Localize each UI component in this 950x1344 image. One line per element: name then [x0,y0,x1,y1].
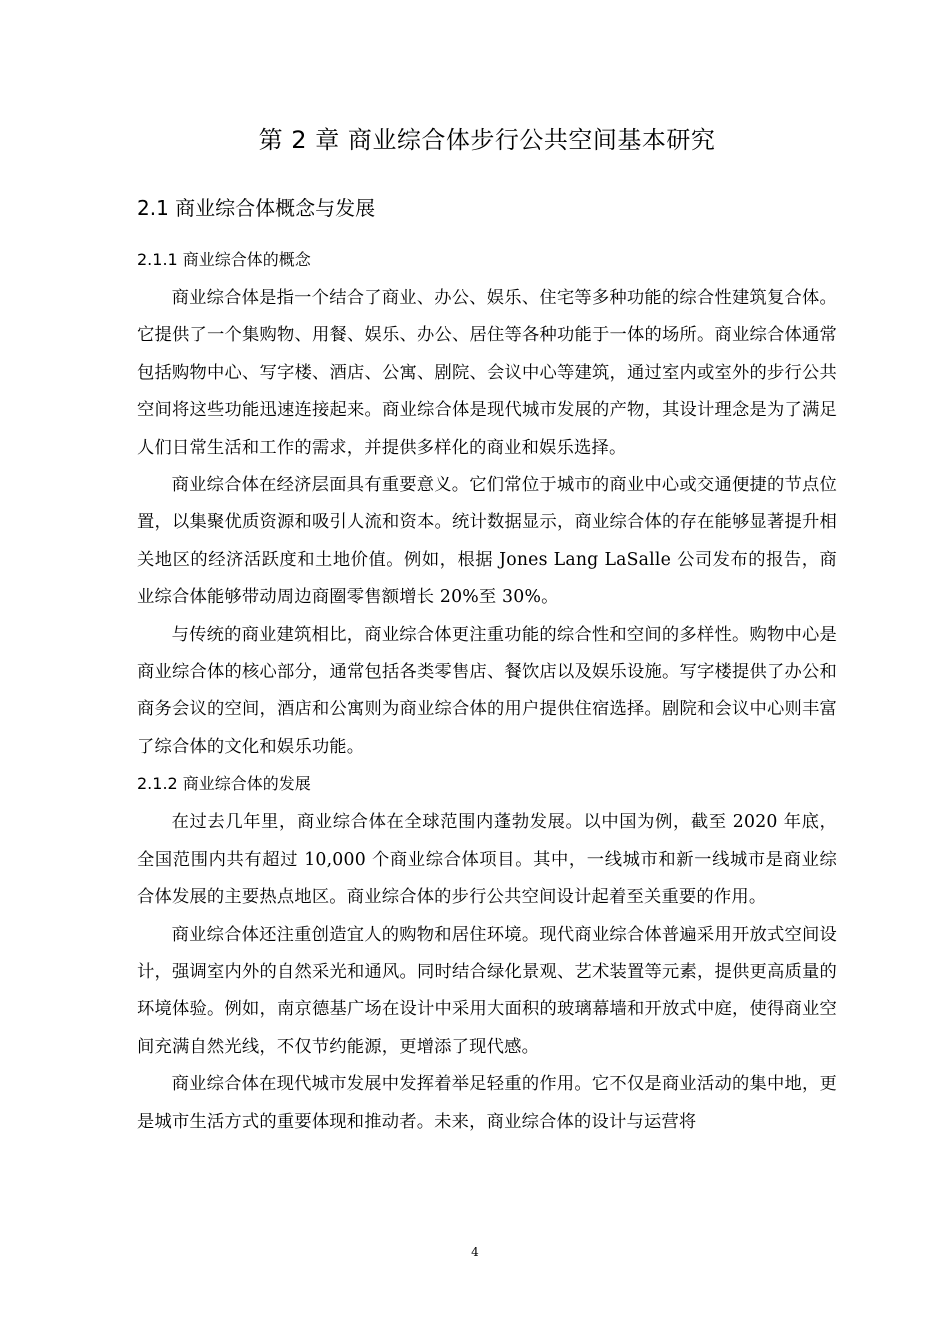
subsection-title-development: 2.1.2 商业综合体的发展 [137,774,311,794]
chapter-title: 第 2 章 商业综合体步行公共空间基本研究 [258,126,716,154]
page-content [137,118,837,1141]
paragraph: 商业综合体在现代城市发展中发挥着举足轻重的作用。它不仅是商业活动的集中地，更是城市生活方式的重要体现和推动者。未来，商业综合体的设计与运营将 [137,1074,837,1132]
page-number: 4 [471,1245,479,1259]
paragraph: 商业综合体还注重创造宜人的购物和居住环境。现代商业综合体普遍采用开放式空间设计，强调室内外的自然采光和通风。同时结合绿化景观、艺术装置等元素，提供更高质量的环境体验。例如，南京德基广场在设计中采用大面积的玻璃幕墙和开放式中庭，使得商业空间充满自然光线，不仅节约能源，更增添了现代感。 [137,924,837,1057]
paragraph: 与传统的商业建筑相比，商业综合体更注重功能的综合性和空间的多样性。购物中心是商业综合体的核心部分，通常包括各类零售店、餐饮店以及娱乐设施。写字楼提供了办公和商务会议的空间，酒店和公寓则为商业综合体的用户提供住宿选择。剧院和会议中心则丰富了综合体的文化和娱乐功能。 [137,624,837,757]
section-title: 2.1 商业综合体概念与发展 [137,196,376,220]
paragraph: 商业综合体在经济层面具有重要意义。它们常位于城市的商业中心或交通便捷的节点位置，以集聚优质资源和吸引人流和资本。统计数据显示，商业综合体的存在能够显著提升相关地区的经济活跃度和土地价值。例如，根据 Jones Lang LaSalle 公司发布的报告，商业综合体能够带动周边商圈零售额增长 20%至 30%。 [137,475,837,608]
paragraph: 商业综合体是指一个结合了商业、办公、娱乐、住宅等多种功能的综合性建筑复合体。它提供了一个集购物、用餐、娱乐、办公、居住等各种功能于一体的场所。商业综合体通常包括购物中心、写字楼、酒店、公寓、剧院、会议中心等建筑，通过室内或室外的步行公共空间将这些功能迅速连接起来。商业综合体是现代城市发展的产物，其设计理念是为了满足人们日常生活和工作的需求，并提供多样化的商业和娱乐选择。 [137,288,837,458]
paragraph: 在过去几年里，商业综合体在全球范围内蓬勃发展。以中国为例，截至 2020 年底，全国范围内共有超过 10,000 个商业综合体项目。其中，一线城市和新一线城市是商业综合体发展的主要热点地区。商业综合体的步行公共空间设计起着至关重要的作用。 [137,812,837,908]
subsection-title-concept: 2.1.1 商业综合体的概念 [137,250,311,269]
